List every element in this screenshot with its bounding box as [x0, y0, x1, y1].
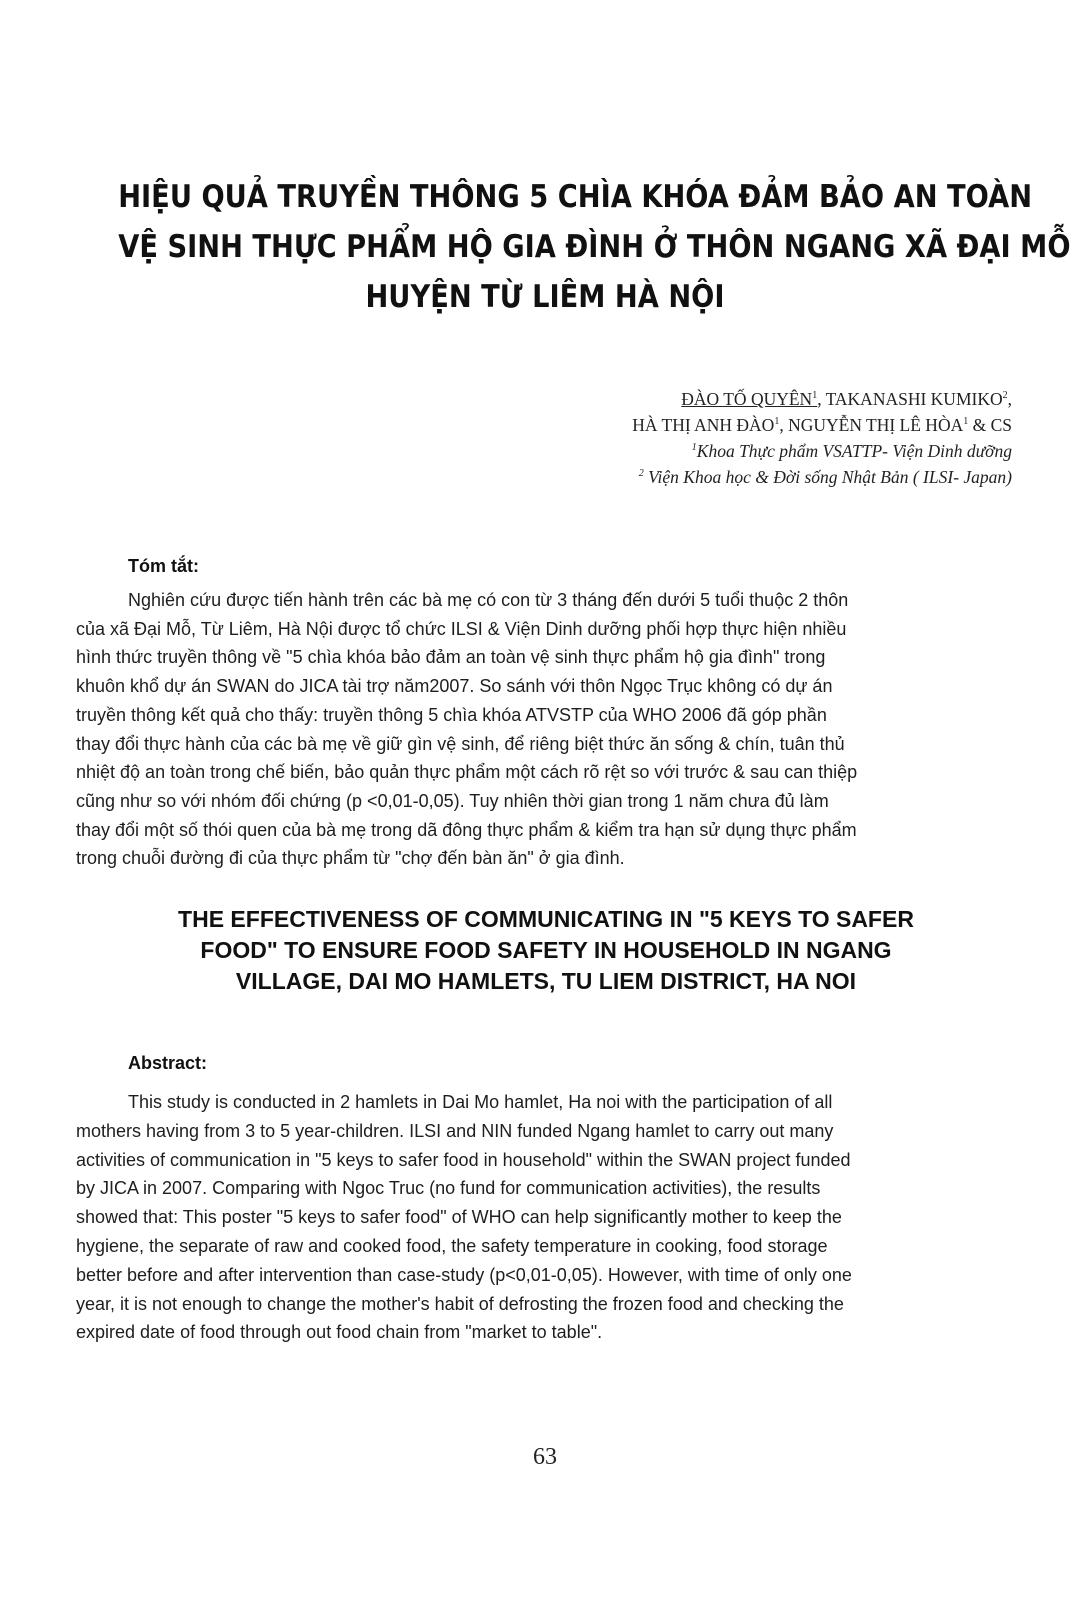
- vn-abstract-line: hình thức truyền thông về "5 chìa khóa bảo đảm an toàn vệ sinh thực phẩm hộ gia đình" trong: [76, 647, 826, 668]
- vietnamese-title: [118, 172, 1071, 322]
- vn-abstract-line: nhiệt độ an toàn trong chế biến, bảo quản thực phẩm một cách rõ rệt so với trước & sau can thiệp: [76, 762, 858, 783]
- vn-title-line-3: HUYỆN TỪ LIÊM HÀ NỘI: [365, 279, 725, 315]
- vn-abstract-line: khuôn khổ dự án SWAN do JICA tài trợ năm2007. So sánh với thôn Ngọc Trục không có dự án: [76, 676, 833, 697]
- en-abstract-line: This study is conducted in 2 hamlets in Dai Mo hamlet, Ha noi with the participation of all: [128, 1092, 833, 1112]
- en-title-line-1: THE EFFECTIVENESS OF COMMUNICATING IN "5 KEYS TO SAFER: [178, 906, 914, 932]
- en-abstract-line: mothers having from 3 to 5 year-children. ILSI and NIN funded Ngang hamlet to carry out many: [76, 1120, 834, 1141]
- page-number: 63: [533, 1444, 557, 1470]
- en-abstract-body: [76, 1088, 984, 1347]
- vn-abstract-line: trong chuỗi đường đi của thực phẩm từ "chợ đến bàn ăn" ở gia đình.: [76, 848, 625, 869]
- en-title-line-2: FOOD" TO ENSURE FOOD SAFETY IN HOUSEHOLD IN NGANG: [200, 937, 892, 963]
- en-abstract-line: by JICA in 2007. Comparing with Ngoc Truc (no fund for communication activities), the results: [76, 1178, 821, 1199]
- first-author: ĐÀO TỐ QUYÊN$^1$: [681, 389, 818, 409]
- en-abstract-line: expired date of food through out food chain from "market to table".: [76, 1322, 603, 1343]
- vn-abstract-line: truyền thông kết quả cho thấy: truyền thông 5 chìa khóa ATVSTP của WHO 2006 đã góp phần: [76, 704, 827, 725]
- vn-abstract-line: cũng như so với nhóm đối chứng (p <0,01-0,05). Tuy nhiên thời gian trong 1 năm chưa đủ làm: [76, 790, 829, 811]
- en-title-line-3: VILLAGE, DAI MO HAMLETS, TU LIEM DISTRICT, HA NOI: [235, 968, 857, 994]
- vn-abstract-body: [76, 586, 984, 873]
- vn-abstract-line: thay đổi thực hành của các bà mẹ về giữ gìn vệ sinh, để riêng biệt thức ăn sống & chín, tuân thủ: [76, 733, 845, 754]
- en-abstract-line: better before and after intervention than case-study (p<0,01-0,05). However, with time of only one: [76, 1264, 852, 1285]
- english-title: [100, 904, 992, 997]
- en-abstract-line: year, it is not enough to change the mother's habit of defrosting the frozen food and checking the: [76, 1293, 844, 1314]
- author-block: [392, 386, 1012, 490]
- vn-title-line-2: VỆ SINH THỰC PHẨM HỘ GIA ĐÌNH Ở THÔN NGANG XÃ ĐẠI MỖ: [118, 229, 1071, 265]
- author-line-2: HÀ THỊ ANH ĐÀO$^1$, NGUYỄN THỊ LÊ HÒA$^1$ & CS: [632, 415, 1012, 435]
- vn-abstract-line: thay đổi một số thói quen của bà mẹ trong dã đông thực phẩm & kiểm tra hạn sử dụng thực phẩm: [76, 819, 857, 840]
- en-abstract-heading: Abstract:: [128, 1053, 208, 1073]
- vn-title-line-1: HIỆU QUẢ TRUYỀN THÔNG 5 CHÌA KHÓA ĐẢM BẢO AN TOÀN: [118, 179, 1033, 215]
- vn-abstract-line: Nghiên cứu được tiến hành trên các bà mẹ có con từ 3 tháng đến dưới 5 tuổi thuộc 2 thôn: [128, 590, 849, 610]
- en-abstract-line: showed that: This poster "5 keys to safer food" of WHO can help significantly mother to keep the: [76, 1207, 842, 1228]
- vn-abstract-line: của xã Đại Mỗ, Từ Liêm, Hà Nội được tổ chức ILSI & Viện Dinh dưỡng phối hợp thực hiện nhiều: [76, 618, 847, 639]
- author-line-1: ĐÀO TỐ QUYÊN$^1$, TAKANASHI KUMIKO$^2$,: [681, 389, 1012, 409]
- affiliation-2: $^2$ Viện Khoa học & Đời sống Nhật Bản ( ILSI- Japan): [638, 467, 1012, 487]
- en-abstract-line: activities of communication in "5 keys to safer food in household" within the SWAN project funded: [76, 1149, 851, 1170]
- en-abstract-line: hygiene, the separate of raw and cooked food, the safety temperature in cooking, food storage: [76, 1235, 828, 1256]
- vn-abstract-heading: Tóm tắt:: [128, 556, 199, 576]
- affiliation-1: $^1$Khoa Thực phẩm VSATTP- Viện Dinh dưỡng: [691, 441, 1012, 461]
